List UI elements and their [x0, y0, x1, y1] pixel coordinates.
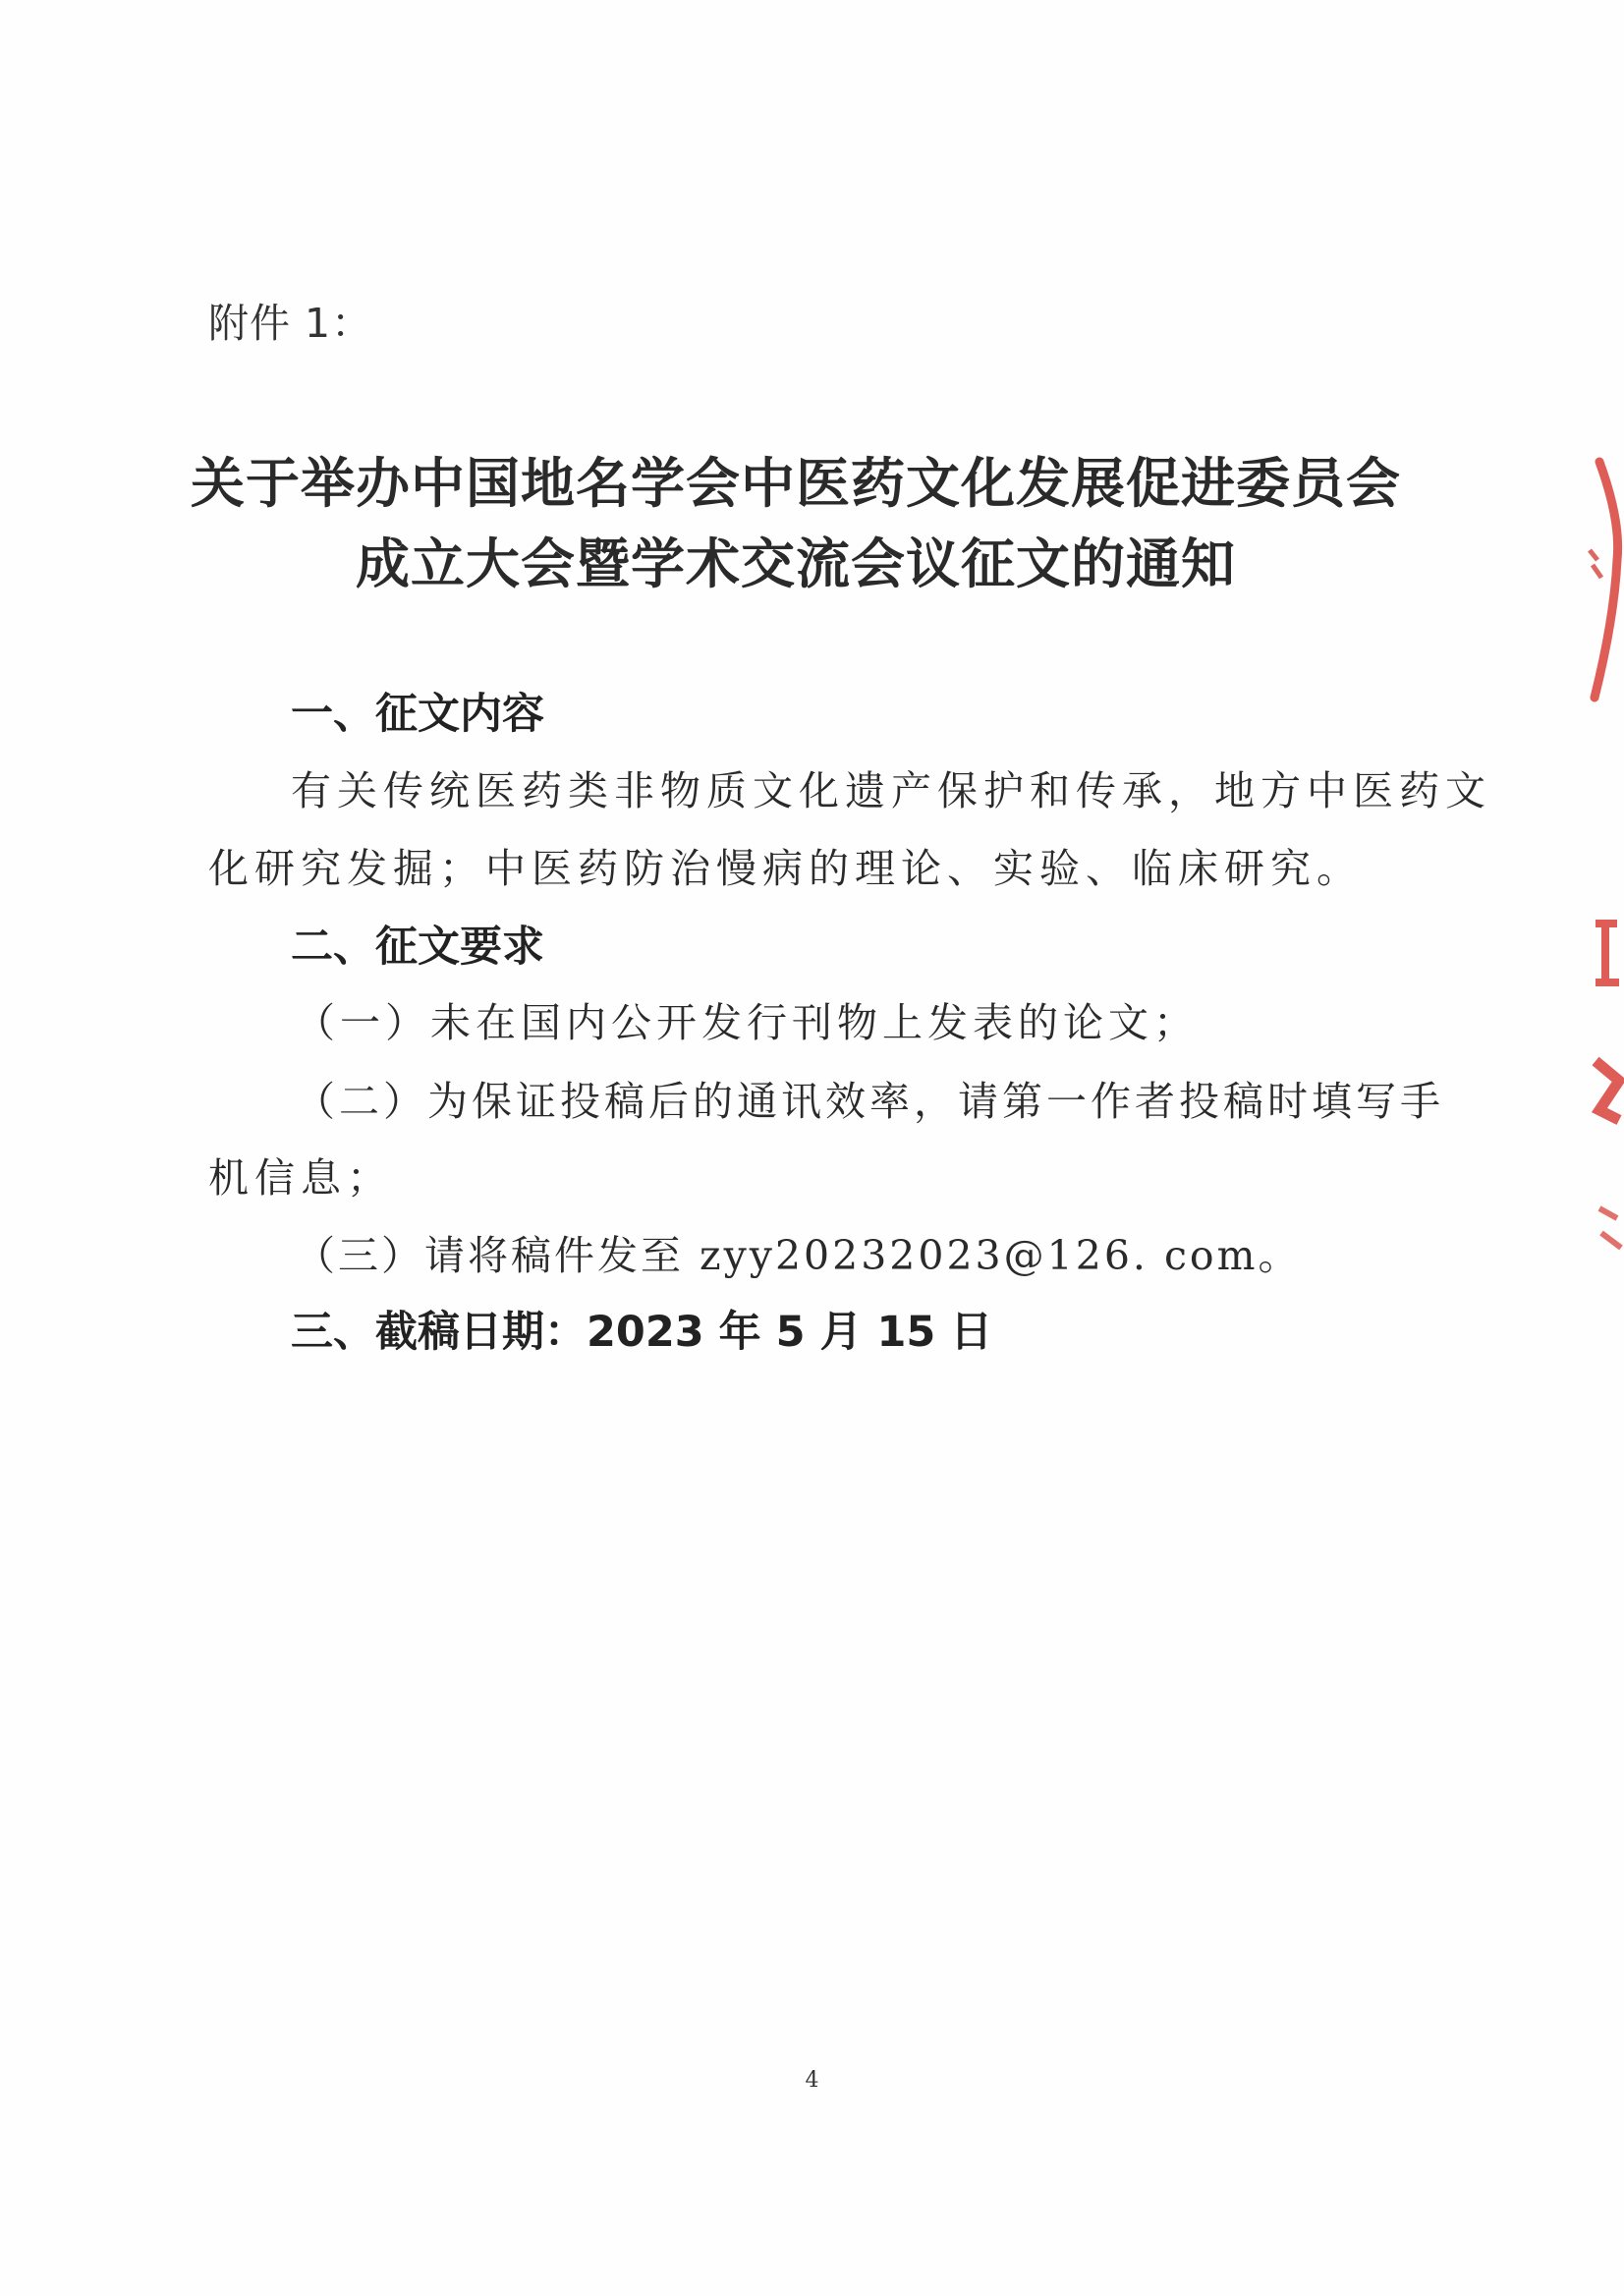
section-heading-content: 一、征文内容 — [291, 690, 544, 739]
requirement-item-2-line-1: （二）为保证投稿后的通讯效率，请第一作者投稿时填写手 — [295, 1078, 1444, 1125]
section-heading-requirements: 二、征文要求 — [291, 923, 544, 972]
document-title-line-2: 成立大会暨学术交流会议征文的通知 — [355, 532, 1236, 595]
page-number: 4 — [805, 2068, 819, 2093]
attachment-label: 附件 1： — [208, 300, 373, 347]
seal-fragment-icon — [1560, 432, 1624, 1316]
seal-arc-top — [1595, 462, 1618, 698]
seal-mark-1 — [1590, 550, 1601, 578]
seal-mark-3 — [1596, 1061, 1619, 1120]
content-paragraph-line-1: 有关传统医药类非物质文化遗产保护和传承，地方中医药文 — [291, 767, 1491, 814]
requirement-item-2-line-2: 机信息； — [208, 1154, 393, 1202]
seal-mark-4 — [1599, 1208, 1621, 1248]
section-heading-deadline: 三、截稿日期：2023 年 5 月 15 日 — [291, 1308, 993, 1357]
document-title-line-1: 关于举办中国地名学会中医药文化发展促进委员会 — [190, 452, 1401, 515]
seal-mark-2 — [1596, 924, 1619, 982]
requirement-item-3: （三）请将稿件发至 zyy20232023@126. com。 — [295, 1232, 1302, 1279]
content-paragraph-line-2: 化研究发掘；中医药防治慢病的理论、实验、临床研究。 — [208, 845, 1363, 892]
requirement-item-1: （一）未在国内公开发行刊物上发表的论文； — [295, 999, 1199, 1046]
